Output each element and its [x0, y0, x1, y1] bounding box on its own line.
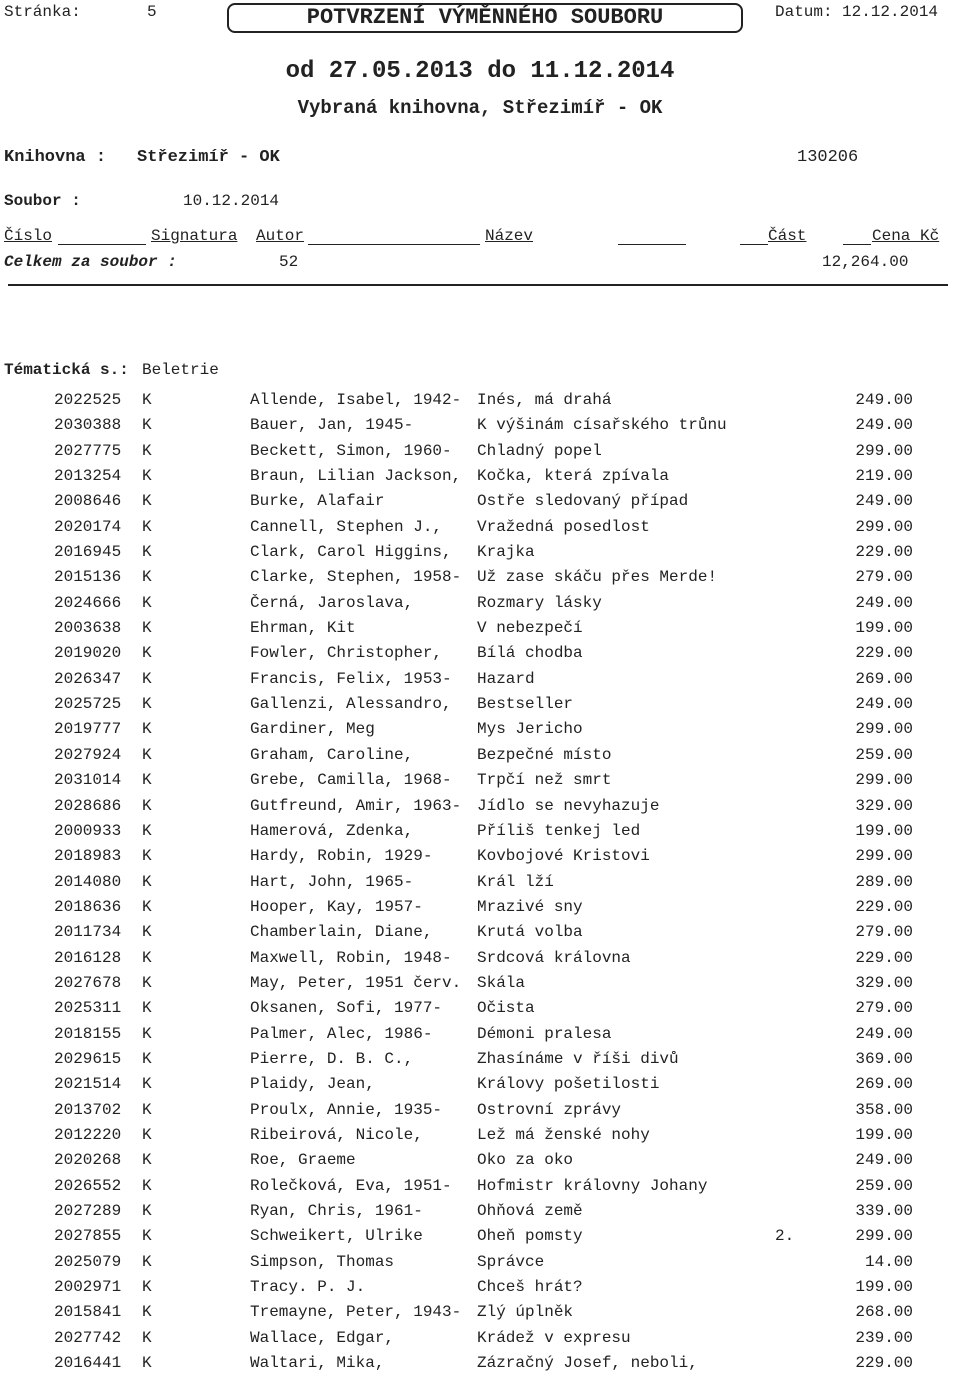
book-number: 2015136: [54, 568, 122, 587]
book-number: 2013254: [54, 467, 122, 486]
book-number: 2016128: [54, 948, 122, 967]
book-number: 2030388: [54, 416, 122, 435]
book-author: Gallenzi, Alessandro,: [250, 695, 452, 714]
book-signature: K: [142, 1151, 152, 1170]
book-price: 249.00: [855, 695, 913, 714]
book-price: 339.00: [855, 1202, 913, 1220]
book-price: 199.00: [855, 1278, 913, 1297]
header-underline: [843, 244, 871, 245]
book-signature: K: [142, 1252, 152, 1271]
book-author: Pierre, D. B. C.,: [250, 1049, 414, 1068]
book-signature: K: [142, 771, 152, 790]
book-title: Démoni pralesa: [477, 1024, 612, 1043]
book-price: 299.00: [855, 441, 913, 460]
book-author: May, Peter, 1951 červ.: [250, 973, 462, 992]
book-author: Ribeirová, Nicole,: [250, 1125, 423, 1144]
book-list: [0, 391, 960, 1379]
book-number: 2027289: [54, 1202, 122, 1220]
book-number: 2013702: [54, 1100, 122, 1119]
book-signature: K: [142, 1024, 152, 1043]
book-price: 269.00: [855, 669, 913, 688]
book-signature: K: [142, 1278, 152, 1297]
book-number: 2020174: [54, 517, 122, 536]
book-row: [0, 1354, 960, 1379]
book-number: 2028686: [54, 796, 122, 815]
book-price: 229.00: [855, 948, 913, 967]
book-author: Bauer, Jan, 1945-: [250, 416, 414, 435]
book-part: 2.: [775, 1227, 795, 1246]
book-price: 219.00: [855, 467, 913, 486]
book-author: Wallace, Edgar,: [250, 1328, 395, 1347]
book-row: [0, 467, 960, 492]
book-price: 358.00: [855, 1100, 913, 1119]
book-price: 299.00: [855, 1227, 913, 1246]
book-row: [0, 720, 960, 745]
book-title: Oheň pomsty: [477, 1227, 583, 1246]
book-number: 2011734: [54, 923, 122, 942]
book-title: Správce: [477, 1252, 545, 1271]
book-number: 2027742: [54, 1328, 122, 1347]
header-underline: [308, 244, 480, 245]
book-row: [0, 822, 960, 847]
book-author: Maxwell, Robin, 1948-: [250, 948, 452, 967]
column-header-part: Část: [768, 227, 807, 245]
book-row: [0, 543, 960, 568]
book-title: Král lží: [477, 872, 554, 891]
book-row: [0, 771, 960, 796]
book-title: Rozmary lásky: [477, 593, 602, 612]
book-title: Lež má ženské nohy: [477, 1125, 650, 1144]
header-underline: [618, 244, 686, 245]
book-signature: K: [142, 1227, 152, 1246]
book-author: Plaidy, Jean,: [250, 1075, 375, 1094]
book-title: K výšinám císařského trůnu: [477, 416, 727, 435]
library-code: 130206: [797, 148, 859, 167]
book-title: Hazard: [477, 669, 535, 688]
book-row: [0, 898, 960, 923]
book-row: [0, 416, 960, 441]
book-number: 2027855: [54, 1227, 122, 1246]
file-label: Soubor :: [4, 192, 81, 210]
book-title: Zhasínáme v říši divů: [477, 1049, 679, 1068]
book-row: [0, 1227, 960, 1252]
book-price: 14.00: [864, 1252, 913, 1271]
book-signature: K: [142, 745, 152, 764]
book-signature: K: [142, 1202, 152, 1220]
book-price: 268.00: [855, 1303, 913, 1322]
book-author: Proulx, Annie, 1935-: [250, 1100, 443, 1119]
book-author: Schweikert, Ulrike: [250, 1227, 423, 1246]
book-signature: K: [142, 669, 152, 688]
book-title: Ohňová země: [477, 1202, 583, 1220]
book-signature: K: [142, 1125, 152, 1144]
page-label: Stránka:: [4, 3, 81, 21]
book-title: Příliš tenkej led: [477, 821, 641, 840]
book-row: [0, 1278, 960, 1303]
book-row: [0, 797, 960, 822]
book-number: 2027775: [54, 441, 122, 460]
book-row: [0, 1101, 960, 1126]
book-price: 249.00: [855, 1024, 913, 1043]
column-header-price: Cena Kč: [872, 227, 940, 245]
book-signature: K: [142, 872, 152, 891]
book-title: Očista: [477, 999, 535, 1018]
book-row: [0, 974, 960, 999]
book-row: [0, 594, 960, 619]
book-title: Vražedná posedlost: [477, 517, 650, 536]
book-number: 2027678: [54, 973, 122, 992]
book-signature: K: [142, 619, 152, 638]
book-row: [0, 1303, 960, 1328]
book-author: Burke, Alafair: [250, 492, 385, 511]
book-price: 299.00: [855, 847, 913, 866]
book-signature: K: [142, 644, 152, 663]
book-signature: K: [142, 391, 152, 409]
book-author: Fowler, Christopher,: [250, 644, 443, 663]
book-price: 199.00: [855, 619, 913, 638]
book-title: Krádež v expresu: [477, 1328, 631, 1347]
book-row: [0, 568, 960, 593]
theme-value: Beletrie: [142, 361, 219, 379]
book-row: [0, 1025, 960, 1050]
book-price: 329.00: [855, 973, 913, 992]
column-header-signature: Signatura: [151, 227, 238, 245]
book-title: Mrazivé sny: [477, 897, 583, 916]
book-number: 2020268: [54, 1151, 122, 1170]
book-price: 199.00: [855, 821, 913, 840]
book-price: 259.00: [855, 745, 913, 764]
book-number: 2026347: [54, 669, 122, 688]
book-signature: K: [142, 847, 152, 866]
book-price: 279.00: [855, 923, 913, 942]
book-signature: K: [142, 1176, 152, 1195]
book-title: Bílá chodba: [477, 644, 583, 663]
book-signature: K: [142, 1049, 152, 1068]
book-row: [0, 1075, 960, 1100]
book-row: [0, 923, 960, 948]
file-date: 10.12.2014: [183, 192, 280, 210]
book-price: 259.00: [855, 1176, 913, 1195]
book-number: 2016945: [54, 543, 122, 562]
total-label: Celkem za soubor :: [4, 253, 177, 271]
book-title: Zlý úplněk: [477, 1303, 574, 1322]
book-number: 2000933: [54, 821, 122, 840]
book-price: 249.00: [855, 492, 913, 511]
book-signature: K: [142, 1328, 152, 1347]
book-author: Tremayne, Peter, 1943-: [250, 1303, 462, 1322]
book-author: Clark, Carol Higgins,: [250, 543, 452, 562]
book-signature: K: [142, 796, 152, 815]
book-author: Graham, Caroline,: [250, 745, 414, 764]
book-title: Chceš hrát?: [477, 1278, 583, 1297]
book-number: 2026552: [54, 1176, 122, 1195]
book-author: Hardy, Robin, 1929-: [250, 847, 433, 866]
book-author: Palmer, Alec, 1986-: [250, 1024, 433, 1043]
book-title: Ostrovní zprávy: [477, 1100, 622, 1119]
book-number: 2018636: [54, 897, 122, 916]
book-signature: K: [142, 1354, 152, 1373]
book-price: 249.00: [855, 391, 913, 409]
book-author: Ehrman, Kit: [250, 619, 356, 638]
book-title: Skála: [477, 973, 526, 992]
book-number: 2008646: [54, 492, 122, 511]
book-number: 2027924: [54, 745, 122, 764]
book-signature: K: [142, 593, 152, 612]
book-price: 229.00: [855, 1354, 913, 1373]
book-price: 249.00: [855, 1151, 913, 1170]
book-row: [0, 518, 960, 543]
book-signature: K: [142, 973, 152, 992]
book-number: 2021514: [54, 1075, 122, 1094]
total-count: 52: [279, 253, 299, 271]
date-value: 12.12.2014: [842, 3, 939, 21]
book-author: Gutfreund, Amir, 1963-: [250, 796, 462, 815]
book-row: [0, 492, 960, 517]
book-author: Černá, Jaroslava,: [250, 593, 414, 612]
book-author: Braun, Lilian Jackson,: [250, 467, 462, 486]
book-signature: K: [142, 923, 152, 942]
book-signature: K: [142, 517, 152, 536]
book-title: Bestseller: [477, 695, 574, 714]
book-row: [0, 746, 960, 771]
book-signature: K: [142, 948, 152, 967]
book-signature: K: [142, 568, 152, 587]
book-price: 329.00: [855, 796, 913, 815]
total-amount: 12,264.00: [822, 253, 909, 271]
book-author: Waltari, Mika,: [250, 1354, 385, 1373]
book-signature: K: [142, 897, 152, 916]
book-signature: K: [142, 441, 152, 460]
book-number: 2025079: [54, 1252, 122, 1271]
book-author: Chamberlain, Diane,: [250, 923, 433, 942]
book-title: Hofmistr královny Johany: [477, 1176, 708, 1195]
book-signature: K: [142, 695, 152, 714]
book-price: 269.00: [855, 1075, 913, 1094]
total-divider: [8, 284, 948, 286]
book-row: [0, 1126, 960, 1151]
book-author: Simpson, Thomas: [250, 1252, 395, 1271]
book-author: Rolečková, Eva, 1951-: [250, 1176, 452, 1195]
book-row: [0, 644, 960, 669]
book-number: 2003638: [54, 619, 122, 638]
book-title: V nebezpečí: [477, 619, 583, 638]
book-signature: K: [142, 467, 152, 486]
report-period: od 27.05.2013 do 11.12.2014: [285, 58, 675, 85]
book-author: Ryan, Chris, 1961-: [250, 1202, 423, 1220]
column-header-author: Autor: [256, 227, 305, 245]
book-number: 2024666: [54, 593, 122, 612]
book-row: [0, 1151, 960, 1176]
book-signature: K: [142, 999, 152, 1018]
report-title: POTVRZENÍ VÝMĚNNÉHO SOUBORU: [227, 3, 743, 33]
book-price: 289.00: [855, 872, 913, 891]
book-price: 239.00: [855, 1328, 913, 1347]
book-author: Beckett, Simon, 1960-: [250, 441, 452, 460]
book-row: [0, 1253, 960, 1278]
book-number: 2025725: [54, 695, 122, 714]
book-number: 2014080: [54, 872, 122, 891]
book-number: 2025311: [54, 999, 122, 1018]
book-title: Královy pošetilosti: [477, 1075, 660, 1094]
book-price: 199.00: [855, 1125, 913, 1144]
book-row: [0, 1329, 960, 1354]
book-title: Ostře sledovaný případ: [477, 492, 689, 511]
book-row: [0, 442, 960, 467]
book-number: 2018155: [54, 1024, 122, 1043]
book-row: [0, 847, 960, 872]
book-signature: K: [142, 416, 152, 435]
book-signature: K: [142, 821, 152, 840]
date-label: Datum:: [775, 3, 833, 21]
book-number: 2015841: [54, 1303, 122, 1322]
book-author: Oksanen, Sofi, 1977-: [250, 999, 443, 1018]
book-title: Inés, má drahá: [477, 391, 612, 409]
book-title: Oko za oko: [477, 1151, 574, 1170]
page-number: 5: [147, 3, 157, 21]
book-price: 299.00: [855, 771, 913, 790]
theme-label: Tématická s.:: [4, 361, 129, 379]
book-row: [0, 1050, 960, 1075]
book-row: [0, 949, 960, 974]
book-number: 2002971: [54, 1278, 122, 1297]
book-price: 229.00: [855, 644, 913, 663]
book-price: 249.00: [855, 593, 913, 612]
book-signature: K: [142, 543, 152, 562]
book-number: 2019020: [54, 644, 122, 663]
book-number: 2031014: [54, 771, 122, 790]
book-row: [0, 391, 960, 416]
header-underline: [740, 244, 768, 245]
book-row: [0, 873, 960, 898]
book-author: Hart, John, 1965-: [250, 872, 414, 891]
book-number: 2016441: [54, 1354, 122, 1373]
book-number: 2018983: [54, 847, 122, 866]
book-title: Jídlo se nevyhazuje: [477, 796, 660, 815]
book-title: Kočka, která zpívala: [477, 467, 670, 486]
book-title: Bezpečné místo: [477, 745, 612, 764]
book-number: 2019777: [54, 720, 122, 739]
book-price: 369.00: [855, 1049, 913, 1068]
book-number: 2029615: [54, 1049, 122, 1068]
book-author: Tracy. P. J.: [250, 1278, 366, 1297]
book-price: 279.00: [855, 999, 913, 1018]
book-price: 299.00: [855, 720, 913, 739]
report-subtitle: Vybraná knihovna, Střezimíř - OK: [297, 97, 663, 119]
book-title: Kovbojové Kristovi: [477, 847, 650, 866]
book-price: 229.00: [855, 897, 913, 916]
book-title: Srdcová královna: [477, 948, 631, 967]
book-author: Roe, Graeme: [250, 1151, 356, 1170]
book-row: [0, 670, 960, 695]
header-underline: [58, 244, 146, 245]
book-row: [0, 1177, 960, 1202]
book-author: Francis, Felix, 1953-: [250, 669, 452, 688]
book-row: [0, 695, 960, 720]
book-price: 299.00: [855, 517, 913, 536]
book-signature: K: [142, 1303, 152, 1322]
book-price: 229.00: [855, 543, 913, 562]
book-title: Krutá volba: [477, 923, 583, 942]
book-signature: K: [142, 492, 152, 511]
library-name: Střezimíř - OK: [137, 148, 280, 167]
book-signature: K: [142, 720, 152, 739]
book-title: Už zase skáču přes Merde!: [477, 568, 718, 587]
book-title: Zázračný Josef, neboli,: [477, 1354, 698, 1373]
book-author: Hooper, Kay, 1957-: [250, 897, 423, 916]
book-title: Mys Jericho: [477, 720, 583, 739]
book-author: Grebe, Camilla, 1968-: [250, 771, 452, 790]
book-price: 279.00: [855, 568, 913, 587]
book-row: [0, 619, 960, 644]
book-author: Hamerová, Zdenka,: [250, 821, 414, 840]
book-signature: K: [142, 1075, 152, 1094]
book-author: Allende, Isabel, 1942-: [250, 391, 462, 409]
book-author: Cannell, Stephen J.,: [250, 517, 443, 536]
book-author: Clarke, Stephen, 1958-: [250, 568, 462, 587]
book-title: Chladný popel: [477, 441, 602, 460]
book-number: 2022525: [54, 391, 122, 409]
column-header-number: Číslo: [4, 227, 53, 245]
book-signature: K: [142, 1100, 152, 1119]
book-author: Gardiner, Meg: [250, 720, 375, 739]
book-number: 2012220: [54, 1125, 122, 1144]
book-price: 249.00: [855, 416, 913, 435]
book-row: [0, 1202, 960, 1227]
book-title: Krajka: [477, 543, 535, 562]
column-header-title: Název: [485, 227, 534, 245]
book-title: Trpčí než smrt: [477, 771, 612, 790]
book-row: [0, 999, 960, 1024]
library-label: Knihovna :: [4, 148, 107, 167]
